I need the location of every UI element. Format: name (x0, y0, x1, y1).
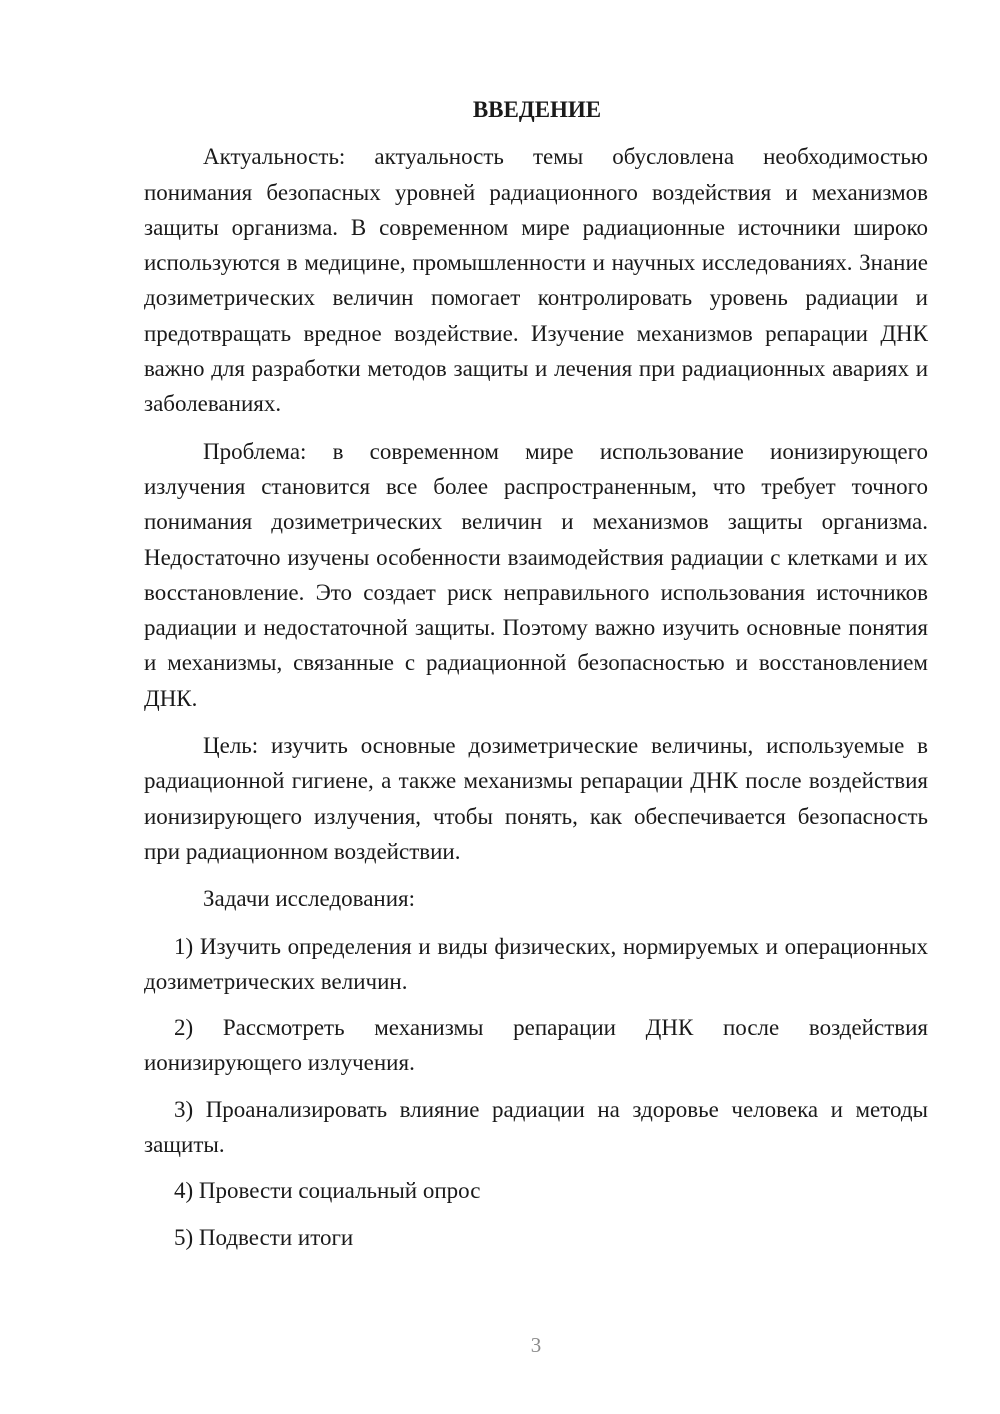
paragraph-goal: Цель: изучить основные дозиметрические величины, используемые в радиационной гигиене, а также механизмы репарации ДНК после воздействия ионизирующего излучения, чтобы понять, как обеспечивается безопасность при радиационном воздействии. (144, 733, 928, 864)
paragraph-problem: Проблема: в современном мире использование ионизирующего излучения становится все более распространенным, что требует точного понимания дозиметрических величин и механизмов защиты организма. Недостаточно изучены особенности взаимодействия радиации с клетками и их восстановление. Это создает риск неправильного использования источников радиации и недостаточной защиты. Поэтому важно изучить основные понятия и механизмы, связанные с радиационной безопасностью и восстановлением ДНК. (144, 438, 928, 711)
task-item: 2) Рассмотреть механизмы репарации ДНК после воздействия ионизирующего излучения. (144, 1015, 928, 1076)
task-item: 3) Проанализировать влияние радиации на здоровье человека и методы защиты. (144, 1096, 928, 1158)
tasks-heading: Задачи исследования: (203, 886, 416, 912)
task-item: 5) Подвести итоги (174, 1224, 354, 1250)
task-item: 1) Изучить определения и виды физических, нормируемых и операционных дозиметрических величин. (144, 933, 928, 994)
tasks-list (144, 929, 928, 1255)
page-number: 3 (530, 1333, 542, 1357)
page-content (144, 92, 928, 1266)
paragraph-relevance: Актуальность: актуальность темы обусловлена необходимостью понимания безопасных уровней радиационного воздействия и механизмов защиты организма. В современном мире радиационные источники широко используются в медицине, промышленности и научных исследованиях. Знание дозиметрических величин помогает контролировать уровень радиации и предотвращать вредное воздействие. Изучение механизмов репарации ДНК важно для разработки методов защиты и лечения при радиационных авариях и заболеваниях. (144, 144, 928, 417)
task-item: 4) Провести социальный опрос (174, 1178, 481, 1204)
section-title: ВВЕДЕНИЕ (472, 97, 602, 122)
